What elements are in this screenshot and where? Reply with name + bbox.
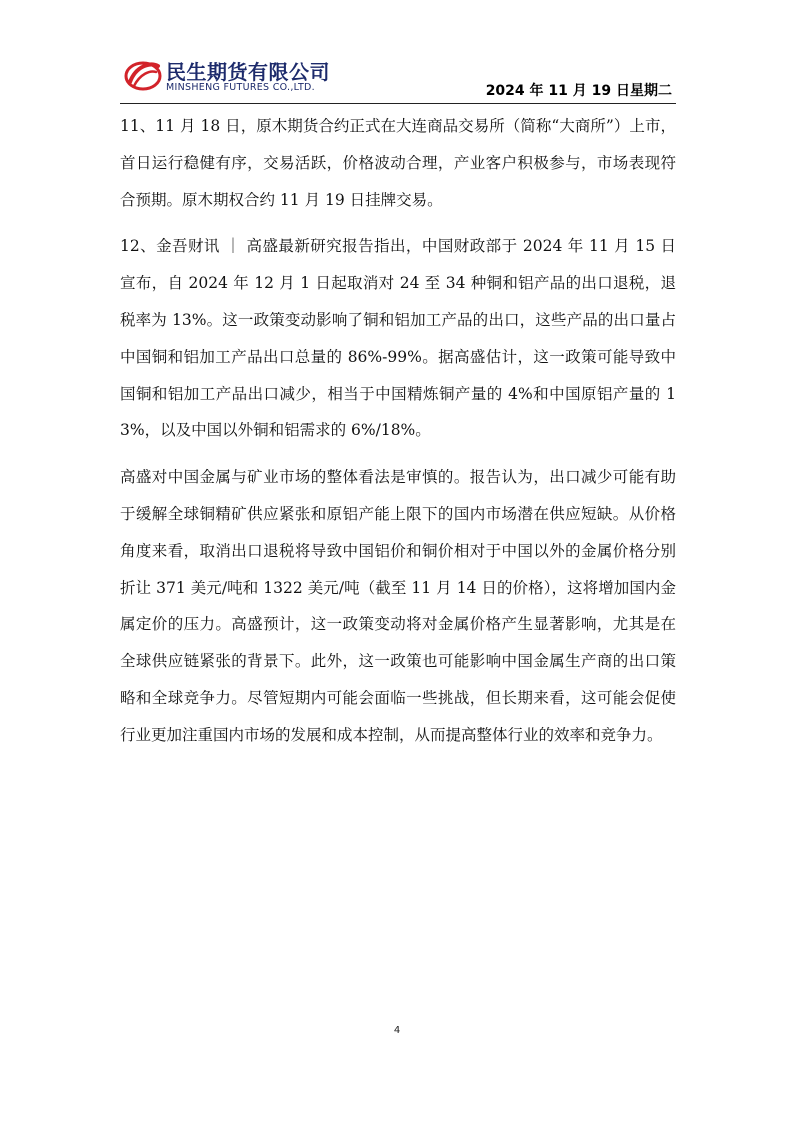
company-name-cn: 民生期货有限公司 — [166, 60, 330, 84]
report-date: 2024 年 11 月 19 日星期二 — [485, 83, 672, 99]
paragraph-item-12: 12、金吾财讯 ｜ 高盛最新研究报告指出，中国财政部于 2024 年 11 月 15 日宣布，自 2024 年 12 月 1 日起取消对 24 至 34 种铜和铝产品的出口退税，退税率为 13%。这一政策变动影响了铜和铝加工产品的出口，这些产品的出口量占中国铜和铝加工产品出口总量的 86%-99%。据高盛估计，这一政策可能导致中国铜和铝加工产品出口减少，相当于中国精炼铜产量的 4%和中国原铝产量的 13%，以及中国以外铜和铝需求的 6%/18%。 — [120, 237, 676, 440]
paragraph-item-11: 11、11 月 18 日，原木期货合约正式在大连商品交易所（简称“大商所”）上市，首日运行稳健有序，交易活跃，价格波动合理，产业客户积极参与，市场表现符合预期。原木期权合约 11 月 19 日挂牌交易。 — [120, 117, 676, 209]
header-divider — [120, 103, 676, 104]
document-body — [120, 108, 676, 754]
page-header — [120, 52, 676, 102]
paragraph-goldman-view: 高盛对中国金属与矿业市场的整体看法是审慎的。报告认为，出口减少可能有助于缓解全球铜精矿供应紧张和原铝产能上限下的国内市场潜在供应短缺。从价格角度来看，取消出口退税将导致中国铝价和铜价相对于中国以外的金属价格分别折让 371 美元/吨和 1322 美元/吨（截至 11 月 14 日的价格），这将增加国内金属定价的压力。高盛预计，这一政策变动将对金属价格产生显著影响，尤其是在全球供应链紧张的背景下。此外，这一政策也可能影响中国金属生产商的出口策略和全球竞争力。尽管短期内可能会面临一些挑战，但长期来看，这可能会促使行业更加注重国内市场的发展和成本控制，从而提高整体行业的效率和竞争力。 — [120, 468, 676, 744]
company-name-en: MINSHENG FUTURES CO.,LTD. — [166, 82, 315, 93]
company-logo — [120, 52, 380, 98]
minsheng-logo-icon — [124, 56, 162, 94]
page-number: 4 — [393, 1025, 401, 1036]
